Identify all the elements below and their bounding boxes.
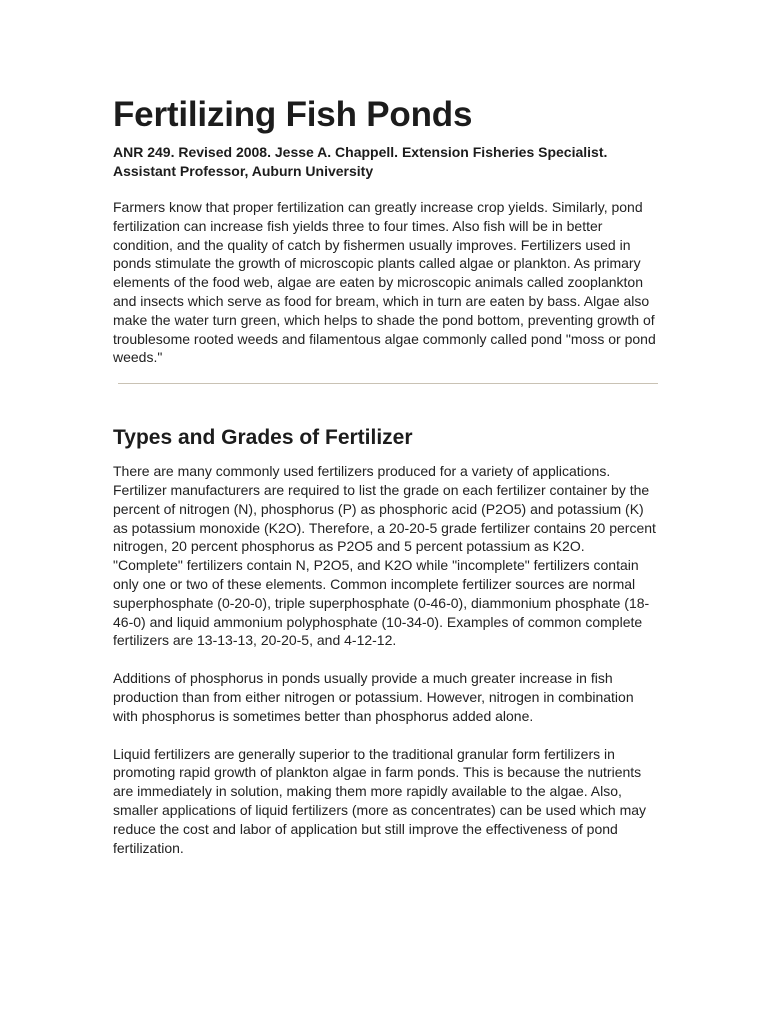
document-page (113, 92, 658, 857)
section-heading: Types and Grades of Fertilizer (113, 426, 413, 450)
byline-line-1: ANR 249. Revised 2008. Jesse A. Chappell. Extension Fisheries Specialist. (113, 144, 608, 160)
intro-paragraph: Farmers know that proper fertilization can greatly increase crop yields. Similarly, pond fertilization can increase fish yields three to four times. Also fish will be in better condition, and the quality of catch by fishermen usually improves. Fertilizers used in ponds stimulate the growth of microscopic plants called algae or plankton. As primary elements of the food web, algae are eaten by microscopic animals called zooplankton and insects which serve as food for bream, which in turn are eaten by bass. Algae also make the water turn green, which helps to shade the pond bottom, preventing growth of troublesome rooted weeds and filamentous algae commonly called pond "moss or pond weeds." (113, 199, 656, 366)
section-paragraph-phosphorus: Additions of phosphorus in ponds usually provide a much greater increase in fish production than from either nitrogen or potassium. However, nitrogen in combination with phosphorus is sometimes better than phosphorus added alone. (113, 670, 634, 724)
byline (113, 143, 658, 181)
document-title: Fertilizing Fish Ponds (113, 95, 473, 134)
section-paragraph-grades: There are many commonly used fertilizers produced for a variety of applications. Fertilizer manufacturers are required to list the grade on each fertilizer container by the percent of nitrogen (N), phosphorus (P) as phosphoric acid (P2O5) and potassium (K) as potassium monoxide (K2O). Therefore, a 20-20-5 grade fertilizer contains 20 percent nitrogen, 20 percent phosphorus as P2O5 and 5 percent potassium as K2O. "Complete" fertilizers contain N, P2O5, and K2O while "incomplete" fertilizers contain only one or two of these elements. Common incomplete fertilizer sources are normal superphosphate (0-20-0), triple superphosphate (0-46-0), diammonium phosphate (18-46-0) and liquid ammonium polyphosphate (10-34-0). Examples of common complete fertilizers are 13-13-13, 20-20-5, and 4-12-12. (113, 463, 656, 649)
section-divider (118, 383, 658, 384)
section-paragraph-liquid: Liquid fertilizers are generally superior to the traditional granular form fertilizers in promoting rapid growth of plankton algae in farm ponds. This is because the nutrients are immediately in solution, making them more rapidly available to the algae. Also, smaller applications of liquid fertilizers (more as concentrates) can be used which may reduce the cost and labor of application but still improve the effectiveness of pond fertilization. (113, 745, 647, 856)
byline-line-2: Assistant Professor, Auburn University (113, 163, 374, 179)
